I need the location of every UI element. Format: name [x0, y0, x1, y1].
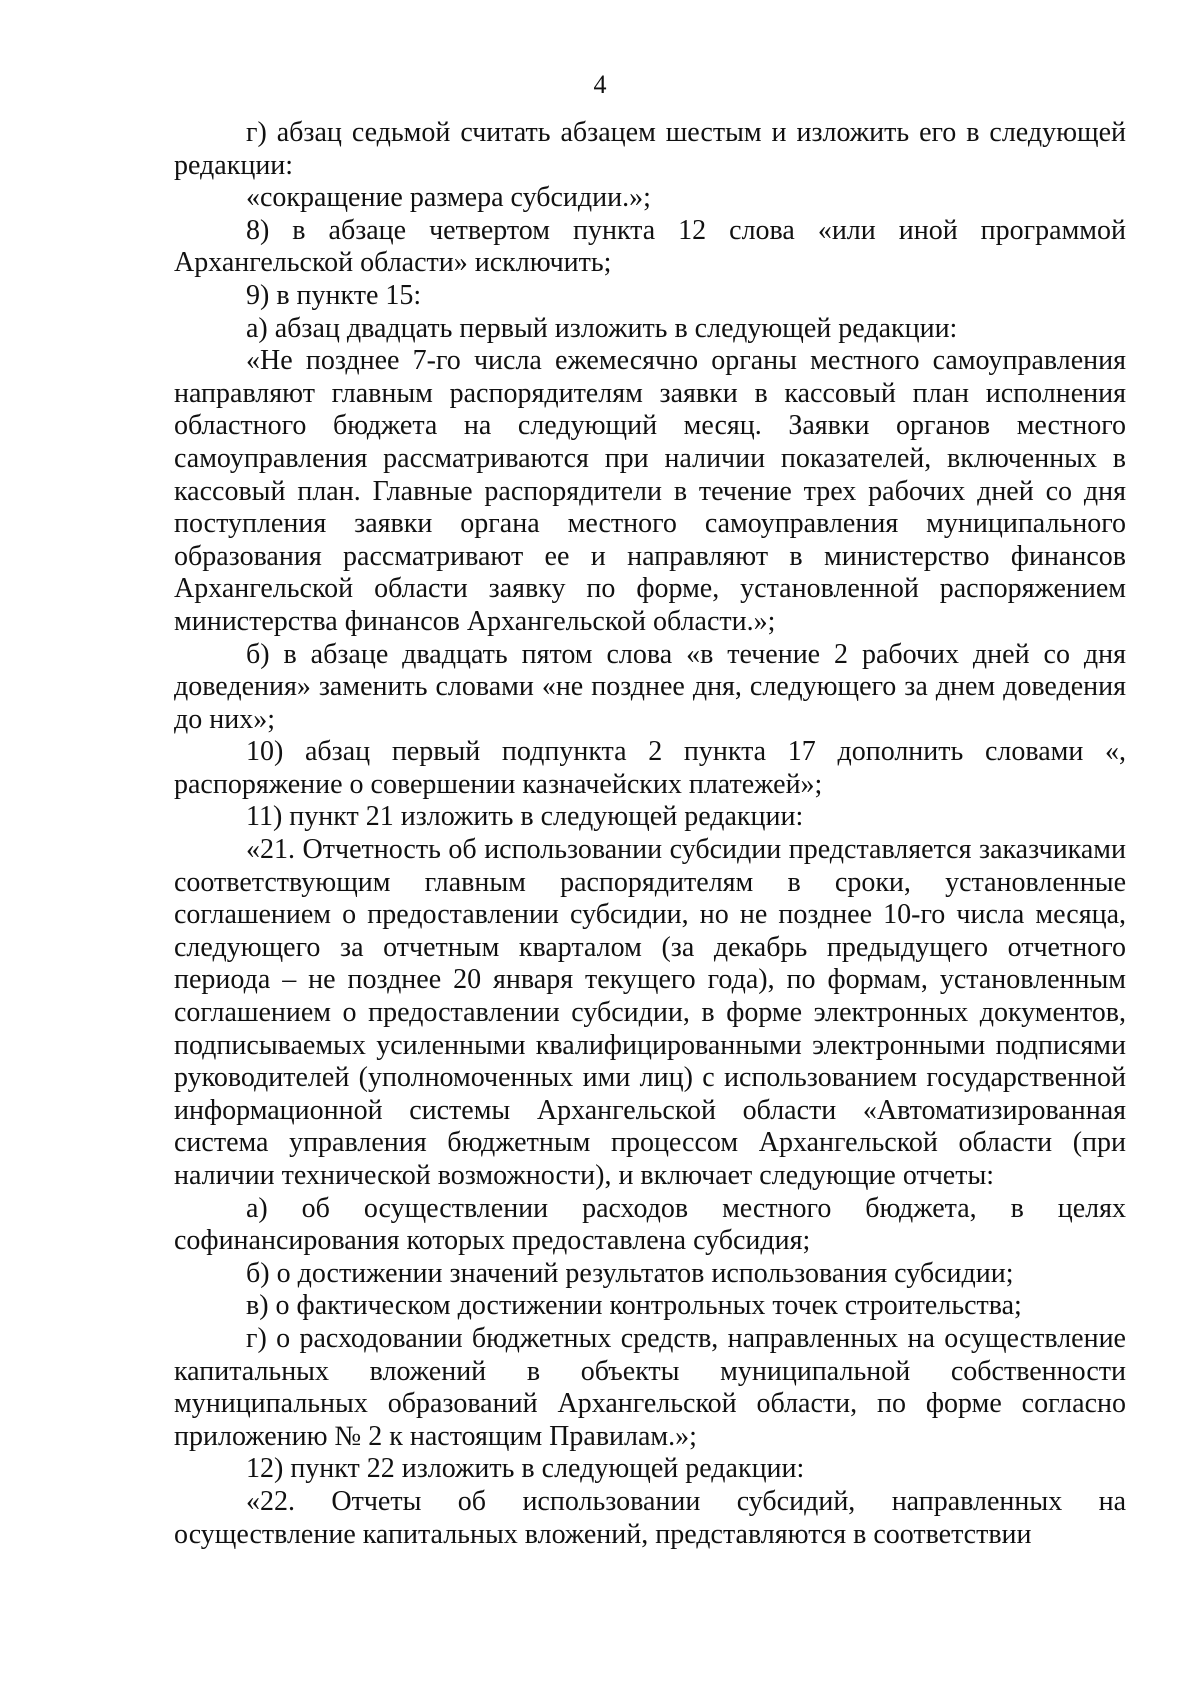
page-number: 4: [593, 70, 607, 99]
paragraph: 12) пункт 22 изложить в следующей редакции:: [246, 1453, 805, 1485]
paragraph: «сокращение размера субсидии.»;: [246, 182, 651, 214]
paragraph: г) о расходовании бюджетных средств, направленных на осуществление капитальных вложений в объекты муниципальной собственности муниципальных образований Архангельской области, по форме согласно приложению № 2 к настоящим Правилам.»;: [174, 1322, 1126, 1452]
paragraph: «Не позднее 7-го числа ежемесячно органы местного самоуправления направляют главным распорядителям заявки в кассовый план исполнения областного бюджета на следующий месяц. Заявки органов местного самоуправления рассматриваются при наличии показателей, включенных в кассовый план. Главные распорядители в течение трех рабочих дней со дня поступления заявки органа местного самоуправления муниципального образования рассматривают ее и направляют в министерство финансов Архангельской области заявку по форме, установленной распоряжением министерства финансов Архангельской области.»;: [174, 345, 1126, 637]
paragraph: 11) пункт 21 изложить в следующей редакции:: [246, 801, 804, 833]
paragraph: «22. Отчеты об использовании субсидий, направленных на осуществление капитальных вложений, представляются в соответствии: [174, 1485, 1126, 1550]
paragraph: 8) в абзаце четвертом пункта 12 слова «или иной программой Архангельской области» исключить;: [174, 214, 1126, 279]
paragraph: б) в абзаце двадцать пятом слова «в течение 2 рабочих дней со дня доведения» заменить словами «не позднее дня, следующего за днем доведения до них»;: [174, 638, 1126, 735]
paragraph: в) о фактическом достижении контрольных точек строительства;: [246, 1290, 1022, 1322]
paragraph: «21. Отчетность об использовании субсидии представляется заказчиками соответствующим главным распорядителям в сроки, установленные соглашением о предоставлении субсидии, но не позднее 10-го числа месяца, следующего за отчетным кварталом (за декабрь предыдущего отчетного периода – не позднее 20 января текущего года), по формам, установленным соглашением о предоставлении субсидии, в форме электронных документов, подписываемых усиленными квалифицированными электронными подписями руководителей (уполномоченных ими лиц) с использованием государственной информационной системы Архангельской области «Автоматизированная система управления бюджетным процессом Архангельской области (при наличии технической возможности), и включает следующие отчеты:: [174, 834, 1126, 1191]
paragraph: г) абзац седьмой считать абзацем шестым и изложить его в следующей редакции:: [174, 117, 1126, 181]
paragraph: б) о достижении значений результатов использования субсидии;: [246, 1257, 1014, 1289]
paragraph: а) об осуществлении расходов местного бюджета, в целях софинансирования которых предоставлена субсидия;: [174, 1192, 1126, 1257]
paragraph: 9) в пункте 15:: [246, 279, 422, 311]
paragraph: 10) абзац первый подпункта 2 пункта 17 дополнить словами «, распоряжение о совершении казначейских платежей»;: [174, 736, 1126, 800]
paragraph: а) абзац двадцать первый изложить в следующей редакции:: [246, 312, 958, 344]
document-body: [174, 117, 1126, 1551]
